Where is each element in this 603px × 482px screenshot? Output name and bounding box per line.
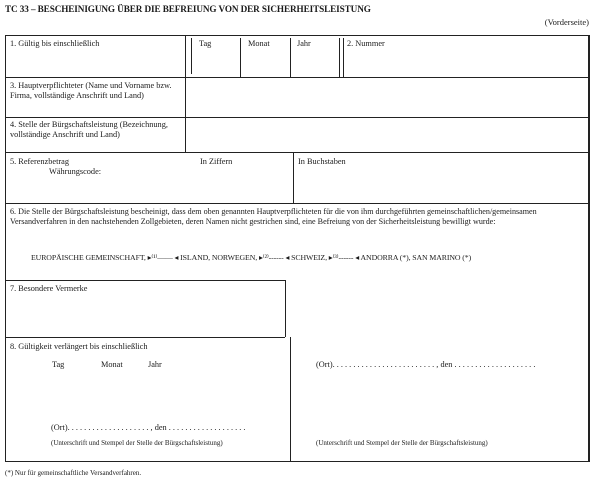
field-4-guarantee-office-label: 4. Stelle der Bürgschaftsleistung (Bezeichnung, vollständige Anschrift und Land)	[10, 120, 168, 139]
place-date-line[interactable]: (Ort). . . . . . . . . . . . . . . . . . . . . . . . . , den . . . . . . . . . . . . . . . . . . . .	[316, 360, 536, 369]
form-title: TC 33 – BESCHEINIGUNG ÜBER DIE BEFREIUNG VON DER SICHERHEITSLEISTUNG	[5, 4, 371, 14]
field-5-reference-amount-label: 5. Referenzbetrag	[10, 157, 69, 166]
field-7-special-remarks-label: 7. Besondere Vermerke	[10, 284, 88, 293]
field-8-extended-until-label: 8. Gültigkeit verlängert bis einschließlich	[10, 342, 148, 351]
page-side-label: (Vorderseite)	[544, 17, 589, 27]
field-8-year-label: Jahr	[148, 360, 162, 369]
field-8-month-label: Monat	[101, 360, 123, 369]
field-1-month-label: Monat	[248, 39, 270, 48]
field-3-principal-input[interactable]	[186, 78, 587, 116]
field-5-currency-code-label: Währungscode:	[49, 167, 102, 176]
field-1-month-input[interactable]	[241, 50, 289, 76]
field-5-digits-input[interactable]	[186, 168, 292, 202]
field-4-guarantee-office-input[interactable]	[186, 118, 587, 151]
signature-caption: (Unterschrift und Stempel der Stelle der Bürgschaftsleistung)	[316, 439, 488, 447]
field-2-number-label: 2. Nummer	[347, 39, 385, 48]
field-6-statement: 6. Die Stelle der Bürgschaftsleistung bescheinigt, dass dem oben genannten Hauptverpflichteten für die von ihm durchgeführten gemeinschaftlichen/gemeinsamen Versandverfahren in den nachstehenden Zollgebieten, deren Namen nicht gestrichen sind, eine Befreiung von der Sicherheitsleistung bewilligt wurde:	[10, 207, 537, 227]
field-1-day-input[interactable]	[192, 50, 239, 76]
field-3-principal-label: 3. Hauptverpflichteter (Name und Vorname bzw. Firma, vollständige Anschrift und Land)	[10, 81, 172, 100]
field-8-signature-caption: (Unterschrift und Stempel der Stelle der Bürgschaftsleistung)	[51, 439, 223, 447]
field-1-year-input[interactable]	[291, 50, 338, 76]
field-6-customs-territories: EUROPÄISCHE GEMEINSCHAFT, ▸⁽¹⁾—— ◂ ISLAND, NORWEGEN, ▸⁽²⁾------ ◂ SCHWEIZ, ▸⁽³⁾------ ◂ ANDORRA (*), SAN MARINO (*)	[31, 253, 472, 262]
field-1-day-label: Tag	[199, 39, 212, 48]
field-5-letters-input[interactable]	[294, 168, 587, 202]
field-8-day-label: Tag	[52, 360, 65, 369]
field-8-place-date-line[interactable]: (Ort). . . . . . . . . . . . . . . . . . . . , den . . . . . . . . . . . . . . . . . . .	[51, 423, 246, 432]
field-2-number-input[interactable]	[345, 50, 587, 76]
field-7-remarks-input[interactable]	[6, 295, 284, 336]
field-1-year-label: Jahr	[297, 39, 311, 48]
field-5-in-letters-label: In Buchstaben	[298, 157, 346, 166]
field-1-valid-until-label: 1. Gültig bis einschließlich	[10, 39, 100, 48]
footnote: (*) Nur für gemeinschaftliche Versandverfahren.	[5, 469, 142, 477]
field-5-in-digits-label: In Ziffern	[200, 157, 233, 166]
